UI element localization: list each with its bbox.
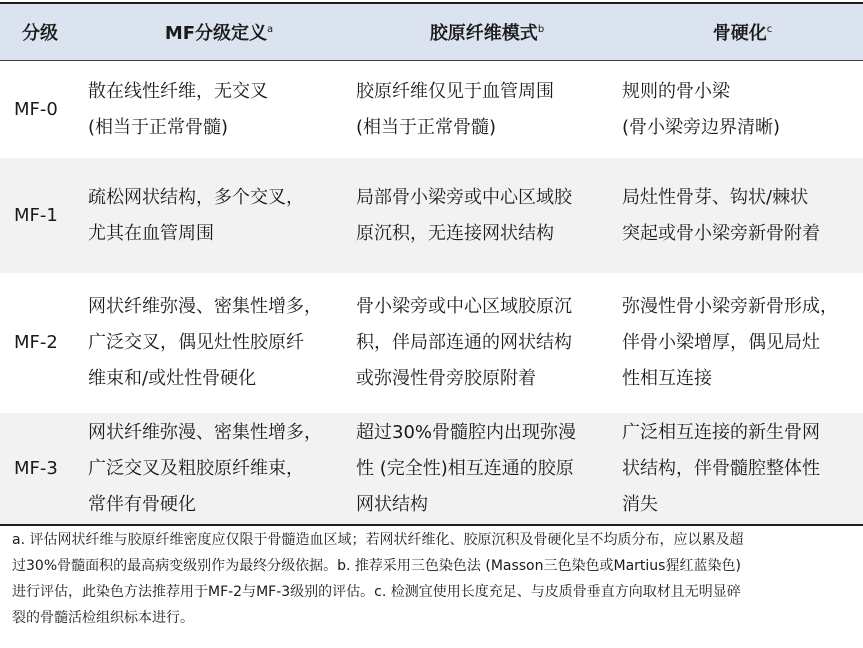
header-osteo-footnote-mark: c — [766, 24, 773, 35]
definition-cell: 网状纤维弥漫、密集性增多， 广泛交叉，偶见灶性胶原纤 维束和/或灶性骨硬化 — [88, 296, 322, 389]
definition-cell: 散在线性纤维，无交叉 (相当于正常骨髓) — [88, 80, 268, 138]
collagen-cell: 超过30%骨髓腔内出现弥漫 性 (完全性)相互连通的胶原 网状结构 — [356, 421, 577, 515]
footnote-line: a. 评估网状纤维与胶原纤维密度应仅限于骨髓造血区域；若网状纤维化、胶原沉积及骨硬化呈不均质分布，应以累及超 — [12, 532, 744, 548]
table-row — [0, 61, 863, 158]
grade-cell: MF-2 — [14, 332, 58, 353]
table-row — [0, 413, 863, 524]
osteosclerosis-cell: 局灶性骨芽、钩状/棘状 突起或骨小梁旁新骨附着 — [622, 186, 820, 244]
table-row — [0, 273, 863, 413]
header-grade: 分级 — [22, 23, 58, 44]
osteosclerosis-cell: 弥漫性骨小梁旁新骨形成， 伴骨小梁增厚，偶见局灶 性相互连接 — [622, 296, 838, 389]
table-row — [0, 158, 863, 273]
grade-cell: MF-1 — [14, 204, 58, 226]
table-header-row — [0, 4, 863, 61]
table-footnote — [12, 527, 857, 631]
grade-cell: MF-3 — [14, 457, 58, 479]
footnote-line: 进行评估，此染色方法推荐用于MF-2与MF-3级别的评估。c. 检测宜使用长度充足、与皮质骨垂直方向取材且无明显碎 — [12, 584, 741, 600]
collagen-cell: 局部骨小梁旁或中心区域胶 原沉积，无连接网状结构 — [356, 186, 572, 244]
header-definition: MF分级定义$^a$ — [164, 23, 274, 44]
header-definition-footnote-mark: a — [267, 24, 274, 35]
osteosclerosis-cell: 规则的骨小梁 (骨小梁旁边界清晰) — [622, 80, 781, 138]
osteosclerosis-cell: 广泛相互连接的新生骨网 状结构，伴骨髓腔整体性 消失 — [622, 421, 820, 515]
header-collagen-footnote-mark: b — [537, 24, 545, 35]
grade-cell: MF-0 — [14, 98, 58, 120]
header-collagen: 胶原纤维模式$^b$ — [429, 23, 545, 44]
footnote-line: 过30%骨髓面积的最高病变级别作为最终分级依据。b. 推荐采用三色染色法 (Masson三色染色或Martius猩红蓝染色) — [12, 558, 741, 574]
definition-cell: 网状纤维弥漫、密集性增多， 广泛交叉及粗胶原纤维束， 常伴有骨硬化 — [88, 421, 322, 515]
header-osteosclerosis: 骨硬化$^c$ — [712, 23, 773, 44]
collagen-cell: 胶原纤维仅见于血管周围 (相当于正常骨髓) — [356, 80, 554, 138]
footnote-line: 裂的骨髓活检组织标本进行。 — [12, 610, 194, 626]
definition-cell: 疏松网状结构，多个交叉， 尤其在血管周围 — [88, 186, 304, 244]
collagen-cell: 骨小梁旁或中心区域胶原沉 积，伴局部连通的网状结构 或弥漫性骨旁胶原附着 — [356, 296, 572, 389]
table-bottom-rule — [0, 524, 863, 526]
